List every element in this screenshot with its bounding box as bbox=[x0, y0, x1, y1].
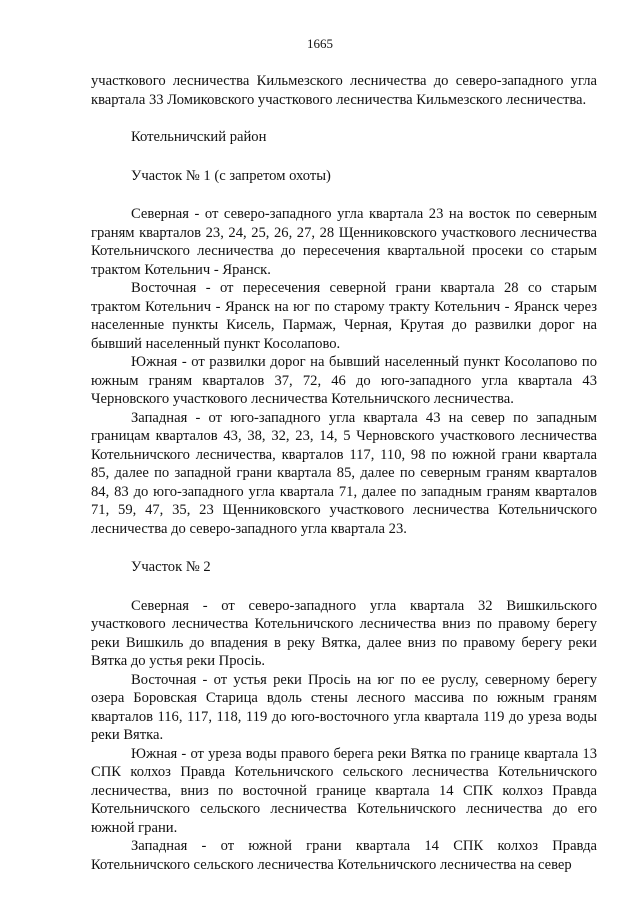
district-heading: Котельничский район bbox=[131, 129, 267, 145]
section-2-north-boundary: Северная - от северо-западного угла квартала 32 Вишкильского участкового лесничества Котельничского лесничества вниз по правому берегу реки Вишкиль до впадения в реку Вятка, далее вниз по правому берегу реки Вятка до устья реки Просіь. bbox=[91, 597, 597, 669]
intro-paragraph: участкового лесничества Кильмезского лесничества до северо-западного угла квартала 33 Ломиковского участкового лесничества Кильмезского лесничества. bbox=[91, 73, 597, 108]
document-body bbox=[91, 72, 597, 874]
section-2-east-boundary: Восточная - от устья реки Просіь на юг по ее руслу, северному берегу озера Боровская Старица вдоль стены лесного массива по южным граням кварталов 116, 117, 118, 119 до юго-восточного угла квартала 119 до уреза воды реки Вятка. bbox=[91, 671, 597, 743]
section-2-south-boundary: Южная - от уреза воды правого берега реки Вятка по границе квартала 13 СПК колхоз Правда Котельничского сельского лесничества Котельничского лесничества, вниз по восточной границе квартала 14 СПК колхоз Правда Котельничского сельского лесничества Котельничского лесничества до его южной грани. bbox=[91, 745, 597, 836]
section-1-west-boundary: Западная - от юго-западного угла квартала 43 на север по западным границам кварталов 43, 38, 32, 23, 14, 5 Черновского участкового лесничества Котельничского лесничества, кварталов 117, 110, 98 по южной грани квартала 85, далее по западной грани квартала 85, далее по северным граням кварталов 84, 83 до юго-западного угла квартала 71, далее по западным граням кварталов 71, 59, 47, 35, 23 Щенниковского участкового лесничества Котельничского лесничества до северо-западного угла квартала 23. bbox=[91, 409, 597, 537]
page-number: 1665 bbox=[307, 36, 333, 51]
section-1-south-boundary: Южная - от развилки дорог на бывший населенный пункт Косолапово по южным граням кварталов 37, 72, 46 до юго-западного угла квартала 43 Черновского участкового лесничества Котельничского лесничества. bbox=[91, 354, 597, 407]
section-2-west-boundary: Западная - от южной грани квартала 14 СПК колхоз Правда Котельничского сельского лесничества Котельничского лесничества на север bbox=[91, 838, 597, 873]
section-1-heading: Участок № 1 (с запретом охоты) bbox=[131, 167, 331, 184]
section-2-heading: Участок № 2 bbox=[131, 559, 211, 575]
section-1-north-boundary: Северная - от северо-западного угла квартала 23 на восток по северным граням кварталов 23, 24, 25, 26, 27, 28 Щенниковского участкового лесничества Котельничского лесничества до пересечения квартальной просеки со старым трактом Котельнич - Яранск. bbox=[91, 206, 597, 278]
section-1-east-boundary: Восточная - от пересечения северной грани квартала 28 со старым трактом Котельнич - Яранск на юг по старому тракту Котельнич - Яранск через населенные пункты Кисель, Пармаж, Черная, Крутая до развилки дорог на бывший населенный пункт Косолапово. bbox=[91, 280, 597, 352]
